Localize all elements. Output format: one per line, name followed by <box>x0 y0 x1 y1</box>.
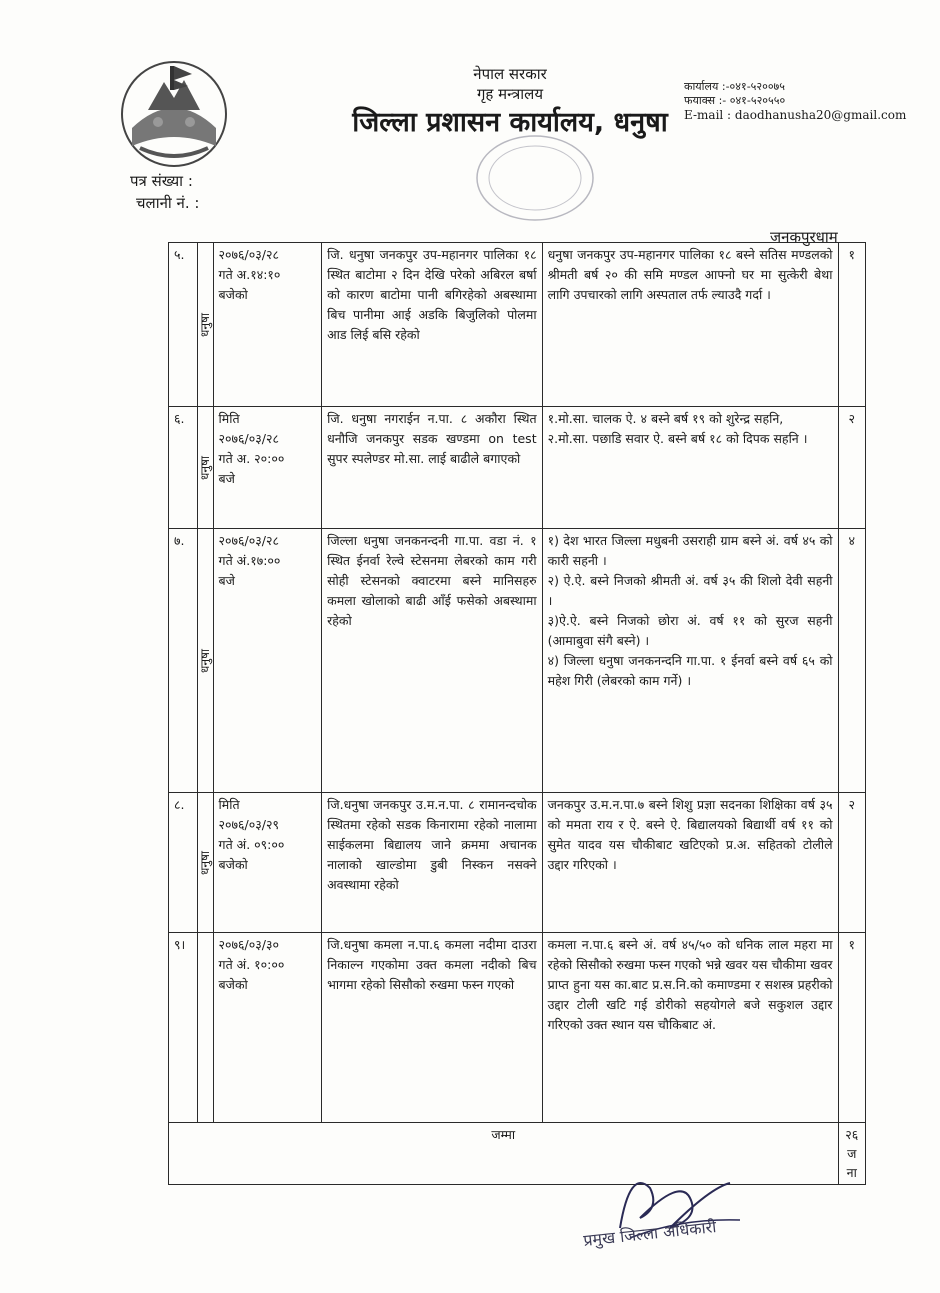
date-line: २०७६/०३/२८ <box>218 431 279 446</box>
date-line: २०७६/०३/३० <box>218 937 279 952</box>
district-cell <box>197 933 213 1123</box>
total-count <box>838 1123 865 1185</box>
incident-date <box>213 243 322 407</box>
incident-row <box>169 793 866 933</box>
date-line: बजे <box>218 573 235 588</box>
date-line: मिति <box>218 411 240 426</box>
ministry-name: गृह मन्त्रालय <box>476 85 544 103</box>
total-count-unit: जना <box>846 1146 857 1180</box>
victim-count: २ <box>838 793 865 933</box>
date-line: बजे <box>218 471 235 486</box>
incident-description: जि. धनुषा जनकपुर उप-महानगर पालिका १८ स्थित बाटोमा २ दिन देखि परेको अबिरल बर्षा को कारण बाटोमा पानी बगिरहेको अबस्थामा बिच पानीमा आई अडकि बिजुलिको पोलमा आड लिई बसि रहेको <box>322 243 543 407</box>
incident-description: जि. धनुषा नगराईन न.पा. ८ अकौरा स्थित धनौजि जनकपुर सडक खण्डमा on test सुपर स्पलेण्डर मो.सा. लाई बाढीले बगाएको <box>322 407 543 529</box>
government-name: नेपाल सरकार <box>473 65 547 83</box>
contact-info <box>684 80 906 122</box>
serial-number: ५. <box>169 243 198 407</box>
victim-line: धनुषा जनकपुर उप-महानगर पालिका १८ बस्ने सतिस मण्डलको श्रीमती बर्ष २० की समि मण्डल आफ्नो घर मा सुत्केरी बेथा लागि उपचारको लागि अस्पताल तर्फ ल्याउदै गर्दा । <box>547 247 833 302</box>
district-cell <box>197 793 213 933</box>
victim-details <box>542 407 838 529</box>
date-line: बजेको <box>218 857 248 872</box>
date-line: गते अ. २०:०० <box>218 451 285 466</box>
victim-line: ४) जिल्ला धनुषा जनकनन्दनि गा.पा. १ ईनर्वा बस्ने वर्ष ६५ को महेश गिरी (लेबरको काम गर्ने) । <box>547 653 833 688</box>
victim-line: २.मो.सा. पछाडि सवार ऐ. बस्ने बर्ष १८ को दिपक सहनि । <box>547 431 808 446</box>
district-name: धनुषा <box>198 850 213 875</box>
district-name: धनुषा <box>198 455 213 480</box>
date-line: २०७६/०३/२८ <box>218 247 279 262</box>
nepal-emblem-icon <box>118 58 230 170</box>
office-name: जिल्ला प्रशासन कार्यालय, धनुषा <box>352 107 668 138</box>
date-line: गते अं.१७:०० <box>218 553 281 568</box>
incident-row <box>169 243 866 407</box>
date-line: बजेको <box>218 977 248 992</box>
incident-table <box>168 242 866 1185</box>
incident-row <box>169 529 866 793</box>
date-line: गते अं. ०९:०० <box>218 837 285 852</box>
victim-line: जनकपुर उ.म.न.पा.७ बस्ने शिशु प्रज्ञा सदनका शिक्षिका वर्ष ३५ को ममता राय र ऐ. बस्ने ऐ. बिद्यालयको बिद्यार्थी वर्ष ११ को सुमेत यादव यस चौकीबाट खटिएको प्र.अ. सहितको टोलीले उद्दार गरिएको । <box>547 797 833 872</box>
victim-line: ३)ऐ.ऐ. बस्ने निजको छोरा अं. वर्ष ११ को सुरज सहनी (आमाबुवा संगै बस्ने) । <box>547 613 833 648</box>
date-line: बजेको <box>218 287 248 302</box>
district-name: धनुषा <box>198 648 213 673</box>
district-cell <box>197 407 213 529</box>
fax-number: फयाक्स :- ०४१-५२०५५० <box>684 94 786 107</box>
date-line: २०७६/०३/२९ <box>218 817 279 832</box>
total-label: जम्मा <box>169 1123 839 1185</box>
incident-description: जि.धनुषा कमला न.पा.६ कमला नदीमा दाउरा निकाल्न गएकोमा उक्त कमला नदीको बिच भागमा रहेको सिसौको रुखमा फस्न गएको <box>322 933 543 1123</box>
incident-description: जिल्ला धनुषा जनकनन्दनी गा.पा. वडा नं. १ स्थित ईनर्वा रेल्वे स्टेसनमा लेबरको काम गरी सोही स्टेसनको क्वाटरमा बस्ने मानिसहरु कमला खोलाको बाढी आँई फसेको अबस्थामा रहेको <box>322 529 543 793</box>
date-line: गते अं. १०:०० <box>218 957 285 972</box>
victim-line: १.मो.सा. चालक ऐ. ४ बस्ने बर्ष १९ को शुरेन्द्र सहनि, <box>547 411 784 426</box>
serial-number: ६. <box>169 407 198 529</box>
phone-number: कार्यालय :-०४१-५२००७५ <box>684 80 785 93</box>
letter-number-label: पत्र संख्या : <box>130 172 193 190</box>
date-line: गते अ.१४:१० <box>218 267 281 282</box>
incident-date <box>213 529 322 793</box>
serial-number: ७. <box>169 529 198 793</box>
victim-details <box>542 933 838 1123</box>
incident-row <box>169 407 866 529</box>
victim-details <box>542 243 838 407</box>
email-address: E-mail : daodhanusha20@gmail.com <box>684 108 907 122</box>
total-count-value: २६ <box>845 1127 859 1142</box>
victim-line: २) ऐ.ऐ. बस्ने निजको श्रीमती अं. वर्ष ३५ की शिलो देवी सहनी । <box>547 573 833 608</box>
date-line: २०७६/०३/२८ <box>218 533 279 548</box>
place-name: जनकपुरधाम <box>770 228 838 246</box>
incident-row <box>169 933 866 1123</box>
incident-date <box>213 407 322 529</box>
victim-details <box>542 529 838 793</box>
victim-count: १ <box>838 933 865 1123</box>
victim-line: कमला न.पा.६ बस्ने अं. वर्ष ४५/५० को धनिक लाल महरा मा रहेको सिसौको रुखमा फस्न गएको भन्ने खवर यस चौकीमा खवर प्राप्त हुना यस का.बाट प्र.स.नि.को कमाण्डमा र सशस्त्र प्रहरीको उद्दार टोली खटि गई डोरीको सहयोगले बजे सकुशल उद्दार गरिएको उक्त स्थान यस चौकिबाट अं. <box>547 937 833 1032</box>
victim-count: २ <box>838 407 865 529</box>
victim-count: ४ <box>838 529 865 793</box>
serial-number: ९। <box>169 933 198 1123</box>
serial-number: ८. <box>169 793 198 933</box>
date-line: मिति <box>218 797 240 812</box>
victim-line: १) देश भारत जिल्ला मधुबनी उसराही ग्राम बस्ने अं. वर्ष ४५ को कारी सहनी । <box>547 533 833 568</box>
reference-numbers <box>130 170 199 214</box>
victim-details <box>542 793 838 933</box>
dispatch-number-label: चलानी नं. : <box>136 194 200 212</box>
district-name: धनुषा <box>198 312 213 337</box>
district-cell <box>197 529 213 793</box>
incident-date <box>213 933 322 1123</box>
victim-count: १ <box>838 243 865 407</box>
district-cell <box>197 243 213 407</box>
incident-description: जि.धनुषा जनकपुर उ.म.न.पा. ८ रामानन्दचोक स्थितमा रहेको सडक किनारामा रहेको नालामा साईकलमा बिद्यालय जाने क्रममा अचानक नालाको खाल्डोमा डुबी निस्कन नसक्ने अवस्थामा रहेको <box>322 793 543 933</box>
office-stamp <box>470 128 600 228</box>
incident-date <box>213 793 322 933</box>
signatory-title: प्रमुख जिल्ला अधिकारी <box>582 1217 718 1250</box>
